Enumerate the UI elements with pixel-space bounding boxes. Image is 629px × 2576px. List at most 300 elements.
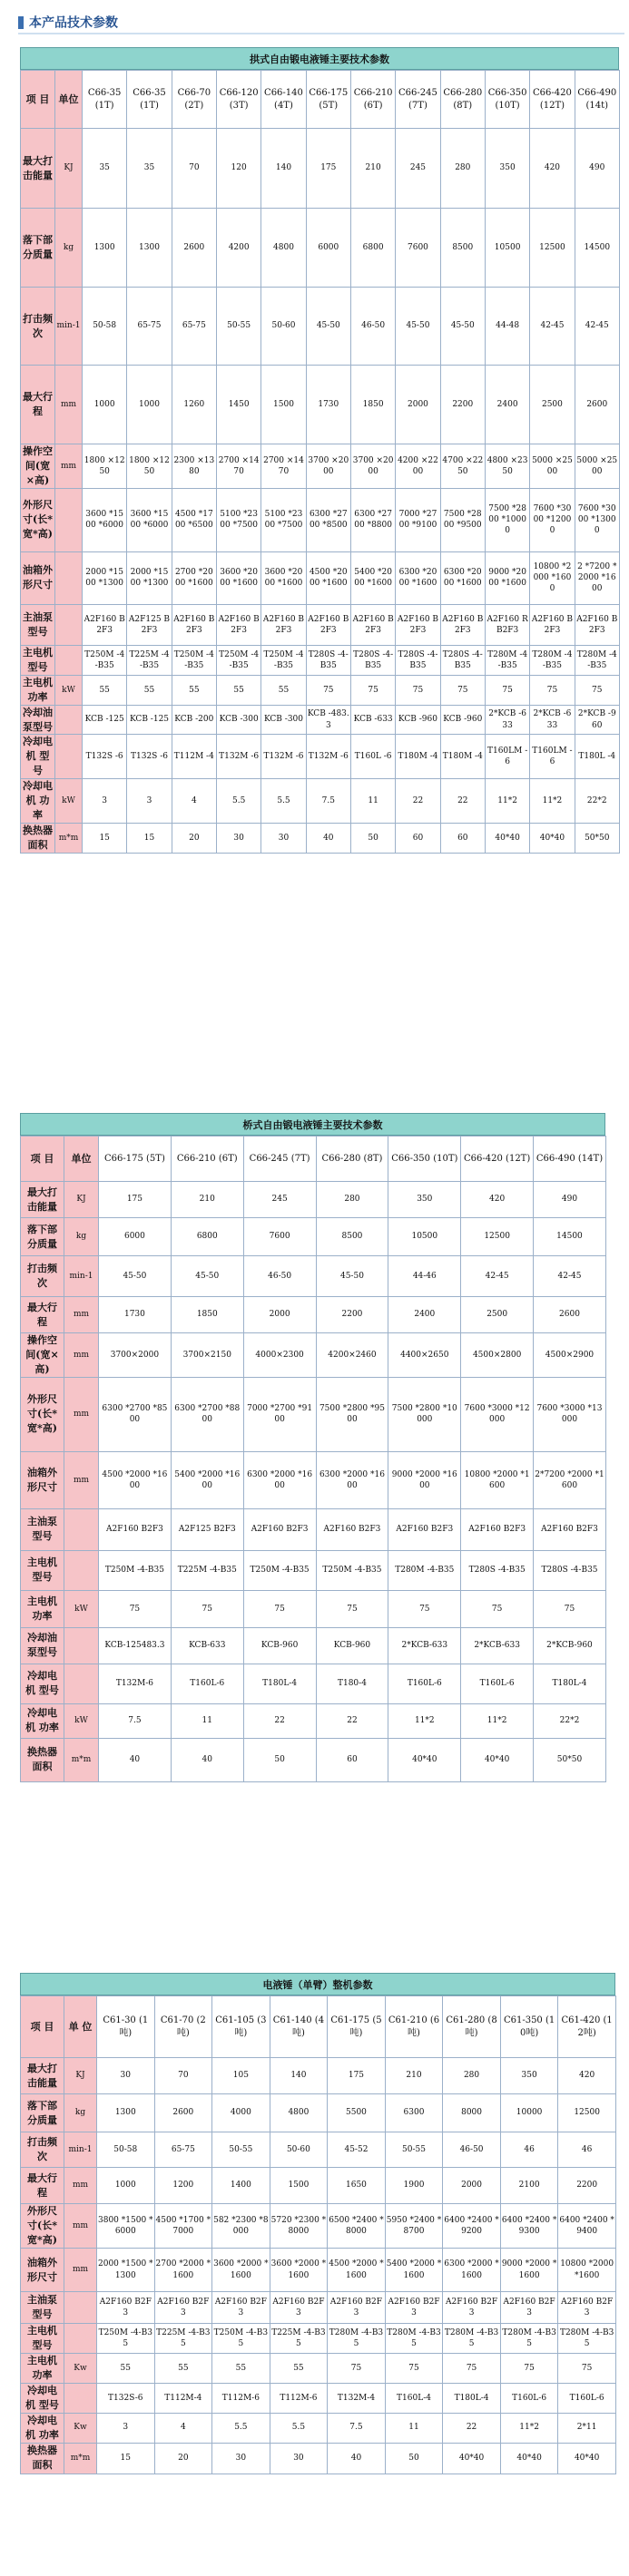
value-cell: A2F125 B2F3 [127, 604, 172, 645]
value-cell: 65-75 [172, 288, 216, 366]
value-cell: T112M-4 [154, 2383, 212, 2413]
table-row [21, 288, 620, 366]
row-label: 最大行程 [21, 366, 55, 444]
table-row [21, 551, 620, 604]
value-cell: 75 [500, 2353, 558, 2383]
model-column-header: C66-245 (7T) [243, 1137, 316, 1182]
value-cell: 490 [575, 129, 619, 209]
value-cell: 6300 *2000 *1600 [316, 1451, 388, 1508]
spec-table [20, 1136, 606, 1782]
table-row [21, 1508, 606, 1550]
row-unit: m*m [64, 1738, 99, 1781]
value-cell: 65-75 [127, 288, 172, 366]
value-cell: 75 [328, 2353, 386, 2383]
row-label: 油箱外形尺寸 [21, 1451, 64, 1508]
value-cell: A2F160 B2F3 [216, 604, 260, 645]
row-unit: mm [64, 2249, 97, 2292]
value-cell: KCB -483.3 [306, 705, 350, 735]
value-cell: 2*KCB -960 [575, 705, 619, 735]
value-cell: 22 [440, 779, 485, 824]
row-unit [55, 488, 83, 551]
table-row [21, 824, 620, 854]
row-label: 主电机 功率 [21, 1590, 64, 1627]
value-cell: 2000 [396, 366, 440, 444]
value-cell: 2*7200 *2000 *1600 [534, 1451, 606, 1508]
value-cell: 15 [127, 824, 172, 854]
value-cell: 7.5 [328, 2413, 386, 2443]
row-label: 冷却电机 功率 [21, 779, 55, 824]
value-cell: 1260 [172, 366, 216, 444]
value-cell: 6300 *2000 *1600 [396, 551, 440, 604]
row-label: 油箱外形尺寸 [21, 2249, 64, 2292]
value-cell: 45-50 [306, 288, 350, 366]
value-cell: KCB-960 [316, 1627, 388, 1664]
value-cell: 8500 [316, 1218, 388, 1256]
row-label: 最大行程 [21, 2168, 64, 2204]
spec-table [20, 1995, 616, 2474]
header-item-label: 项 目 [21, 71, 55, 129]
value-cell: A2F160 B2F3 [534, 1508, 606, 1550]
value-cell: 6300 *2700 *8800 [171, 1377, 243, 1451]
value-cell: 55 [212, 2353, 270, 2383]
value-cell: 5100 *2300 *7500 [216, 488, 260, 551]
value-cell: 11 [385, 2413, 443, 2443]
table-row [21, 1703, 606, 1738]
value-cell: T280S -4-B35 [396, 645, 440, 675]
table-row [21, 1451, 606, 1508]
value-cell: T280M -4-B35 [530, 645, 575, 675]
value-cell: 7600 *3000 *12000 [461, 1377, 534, 1451]
row-unit: kg [64, 2094, 97, 2132]
model-column-header: C61-350 (10吨) [500, 1996, 558, 2058]
value-cell: 1500 [270, 2168, 328, 2204]
value-cell: A2F160 B2F3 [500, 2292, 558, 2324]
value-cell: 2000 [443, 2168, 501, 2204]
value-cell: A2F160 B2F3 [212, 2292, 270, 2324]
value-cell: T250M -4-B35 [97, 2324, 155, 2354]
value-cell: 2*11 [558, 2413, 616, 2443]
value-cell: 2000 *1500 *1300 [127, 551, 172, 604]
value-cell: T180M -4 [396, 735, 440, 779]
value-cell: 1000 [83, 366, 127, 444]
row-unit: mm [64, 1451, 99, 1508]
value-cell: 6800 [350, 209, 395, 288]
value-cell: 490 [534, 1182, 606, 1218]
model-column-header: C66-280 (8T) [440, 71, 485, 129]
value-cell: 75 [316, 1590, 388, 1627]
value-cell: T132S-6 [97, 2383, 155, 2413]
model-column-header: C61-175 (5吨) [328, 1996, 386, 2058]
value-cell: A2F160 B2F3 [328, 2292, 386, 2324]
table-header-row [21, 1996, 616, 2058]
value-cell: 50 [350, 824, 395, 854]
row-unit: m*m [55, 824, 83, 854]
row-label: 外形尺寸(长*宽*高) [21, 2204, 64, 2249]
row-unit: kg [55, 209, 83, 288]
value-cell: 420 [461, 1182, 534, 1218]
value-cell: 22*2 [575, 779, 619, 824]
value-cell: 2000 *1500 *1300 [83, 551, 127, 604]
value-cell: 75 [461, 1590, 534, 1627]
value-cell: A2F160 B2F3 [530, 604, 575, 645]
table-row [21, 675, 620, 705]
row-label: 落下部分质量 [21, 2094, 64, 2132]
value-cell: 420 [558, 2058, 616, 2094]
value-cell: KCB -300 [216, 705, 260, 735]
row-unit: KJ [64, 2058, 97, 2094]
table-row [21, 488, 620, 551]
value-cell: A2F160 B2F3 [261, 604, 306, 645]
value-cell: 5100 *2300 *7500 [261, 488, 306, 551]
row-label: 打击频次 [21, 1256, 64, 1297]
value-cell: 582 *2300 *8000 [212, 2204, 270, 2249]
value-cell: A2F160 B2F3 [575, 604, 619, 645]
value-cell: 1200 [154, 2168, 212, 2204]
row-label: 主电机 型号 [21, 2324, 64, 2354]
value-cell: 3700 ×2000 [306, 444, 350, 489]
value-cell: T160LM -6 [530, 735, 575, 779]
value-cell: 44-48 [485, 288, 529, 366]
header-item-label: 项 目 [21, 1996, 64, 2058]
value-cell: 2*KCB -633 [485, 705, 529, 735]
value-cell: T250M -4-B35 [216, 645, 260, 675]
row-unit: mm [64, 1377, 99, 1451]
value-cell: 45-50 [396, 288, 440, 366]
row-label: 主电机 功率 [21, 675, 55, 705]
value-cell: 42-45 [534, 1256, 606, 1297]
value-cell: KCB -960 [440, 705, 485, 735]
value-cell: 5000 ×2500 [575, 444, 619, 489]
model-column-header: C66-70 (2T) [172, 71, 216, 129]
value-cell: 10000 [500, 2094, 558, 2132]
value-cell: 210 [385, 2058, 443, 2094]
value-cell: 75 [388, 1590, 461, 1627]
value-cell: 5500 [328, 2094, 386, 2132]
value-cell: 46 [500, 2132, 558, 2168]
value-cell: 2*KCB-633 [388, 1627, 461, 1664]
header-unit-label: 单 位 [64, 1996, 97, 2058]
value-cell: T250M -4-B35 [316, 1550, 388, 1590]
row-label: 最大打击能量 [21, 2058, 64, 2094]
value-cell: T225M -4-B35 [127, 645, 172, 675]
value-cell: 55 [83, 675, 127, 705]
value-cell: 3600 *2000 *1600 [212, 2249, 270, 2292]
row-unit: kW [55, 779, 83, 824]
value-cell: 4200×2460 [316, 1333, 388, 1378]
value-cell: T225M -4-B35 [154, 2324, 212, 2354]
value-cell: 105 [212, 2058, 270, 2094]
value-cell: A2F160 B2F3 [97, 2292, 155, 2324]
value-cell: 2400 [388, 1297, 461, 1333]
value-cell: 14500 [534, 1218, 606, 1256]
value-cell: 6800 [171, 1218, 243, 1256]
row-label: 冷却电机 型号 [21, 735, 55, 779]
value-cell: 1450 [216, 366, 260, 444]
row-unit: KJ [64, 1182, 99, 1218]
model-column-header: C66-350 (10T) [388, 1137, 461, 1182]
value-cell: 42-45 [461, 1256, 534, 1297]
value-cell: 1650 [328, 2168, 386, 2204]
value-cell: T160LM -6 [485, 735, 529, 779]
row-unit [55, 604, 83, 645]
value-cell: 1000 [97, 2168, 155, 2204]
table-header-row [21, 71, 620, 129]
value-cell: 10500 [388, 1218, 461, 1256]
row-label: 最大行程 [21, 1297, 64, 1333]
model-column-header: C61-105 (3吨) [212, 1996, 270, 2058]
value-cell: 50 [243, 1738, 316, 1781]
value-cell: 6400 *2400 *9400 [558, 2204, 616, 2249]
value-cell: 2600 [534, 1297, 606, 1333]
value-cell: T280S -4-B35 [440, 645, 485, 675]
row-label: 冷却电机 型号 [21, 1664, 64, 1703]
value-cell: T280S -4-B35 [306, 645, 350, 675]
value-cell: 3600 *2000 *1600 [261, 551, 306, 604]
value-cell: 280 [316, 1182, 388, 1218]
value-cell: 9000 *2000 *1600 [388, 1451, 461, 1508]
table-row [21, 1256, 606, 1297]
table-row [21, 645, 620, 675]
value-cell: KCB -960 [396, 705, 440, 735]
value-cell: 75 [99, 1590, 172, 1627]
value-cell: 3 [97, 2413, 155, 2443]
value-cell: 6300 *2700 *8500 [99, 1377, 172, 1451]
value-cell: 20 [172, 824, 216, 854]
value-cell: 40 [328, 2443, 386, 2474]
value-cell: 12500 [558, 2094, 616, 2132]
value-cell: KCB -125 [127, 705, 172, 735]
value-cell: 45-50 [99, 1256, 172, 1297]
model-column-header: C61-30 (1吨) [97, 1996, 155, 2058]
model-column-header: C66-350 (10T) [485, 71, 529, 129]
value-cell: T160L-6 [461, 1664, 534, 1703]
row-label: 冷却油泵型号 [21, 1627, 64, 1664]
row-unit: KJ [55, 129, 83, 209]
page-header [18, 13, 626, 31]
value-cell: 2700 ×1470 [261, 444, 306, 489]
value-cell: 6300 [385, 2094, 443, 2132]
value-cell: 2*KCB -633 [530, 705, 575, 735]
value-cell: 280 [443, 2058, 501, 2094]
value-cell: 350 [485, 129, 529, 209]
header-divider [18, 33, 624, 34]
value-cell: 14500 [575, 209, 619, 288]
row-label: 换热器面积 [21, 1738, 64, 1781]
row-label: 主油泵型号 [21, 604, 55, 645]
model-column-header: C66-210 (6T) [350, 71, 395, 129]
header-unit-label: 单位 [64, 1137, 99, 1182]
value-cell: 50*50 [575, 824, 619, 854]
value-cell: 1730 [99, 1297, 172, 1333]
value-cell: KCB -200 [172, 705, 216, 735]
value-cell: 4000 [212, 2094, 270, 2132]
value-cell: 55 [127, 675, 172, 705]
value-cell: 35 [83, 129, 127, 209]
value-cell: 45-50 [440, 288, 485, 366]
row-label: 落下部分质量 [21, 1218, 64, 1256]
value-cell: A2F160 B2F3 [440, 604, 485, 645]
table-row [21, 1590, 606, 1627]
value-cell: 3700×2000 [99, 1333, 172, 1378]
value-cell: T160L-6 [388, 1664, 461, 1703]
value-cell: 2500 [530, 366, 575, 444]
value-cell: 46-50 [350, 288, 395, 366]
row-unit: min-1 [64, 1256, 99, 1297]
row-unit: min-1 [64, 2132, 97, 2168]
value-cell: 2200 [316, 1297, 388, 1333]
value-cell: 75 [485, 675, 529, 705]
value-cell: T280S -4-B35 [350, 645, 395, 675]
row-label: 冷却电机 功率 [21, 2413, 64, 2443]
value-cell: 15 [97, 2443, 155, 2474]
value-cell: 75 [243, 1590, 316, 1627]
row-unit: mm [64, 2204, 97, 2249]
section-title: 桥式自由锻电液锤主要技术参数 [20, 1113, 605, 1136]
value-cell: 75 [396, 675, 440, 705]
value-cell: 7600 *3000 *13000 [575, 488, 619, 551]
value-cell: A2F160 B2F3 [558, 2292, 616, 2324]
value-cell: 42-45 [530, 288, 575, 366]
value-cell: T180L-4 [243, 1664, 316, 1703]
table-row [21, 2383, 616, 2413]
value-cell: 3 [127, 779, 172, 824]
header-accent-bar [18, 16, 24, 29]
value-cell: 50-55 [385, 2132, 443, 2168]
row-unit [64, 1508, 99, 1550]
value-cell: 4400×2650 [388, 1333, 461, 1378]
value-cell: 1000 [127, 366, 172, 444]
value-cell: 6400 *2400 *9200 [443, 2204, 501, 2249]
value-cell: KCB -125 [83, 705, 127, 735]
value-cell: T180L-4 [443, 2383, 501, 2413]
value-cell: 75 [534, 1590, 606, 1627]
value-cell: 3 [83, 779, 127, 824]
value-cell: 6300 *2700 *8800 [350, 488, 395, 551]
value-cell: T160L-4 [385, 2383, 443, 2413]
value-cell: 60 [396, 824, 440, 854]
section-title: 电液锤（单臂）整机参数 [20, 1973, 615, 1995]
value-cell: T132M-4 [328, 2383, 386, 2413]
value-cell: 50-58 [97, 2132, 155, 2168]
row-label: 最大打击能量 [21, 129, 55, 209]
value-cell: 7000 *2700 *9100 [396, 488, 440, 551]
value-cell: 7.5 [306, 779, 350, 824]
value-cell: 1730 [306, 366, 350, 444]
model-column-header: C61-140 (4吨) [270, 1996, 328, 2058]
value-cell: 175 [328, 2058, 386, 2094]
model-column-header: C66-120 (3T) [216, 71, 260, 129]
value-cell: 75 [306, 675, 350, 705]
table-row [21, 2324, 616, 2354]
value-cell: 22 [396, 779, 440, 824]
value-cell: 2600 [172, 209, 216, 288]
value-cell: 35 [127, 129, 172, 209]
model-column-header: C66-490 (14t) [575, 71, 619, 129]
value-cell: T280M -4-B35 [385, 2324, 443, 2354]
value-cell: 4500×2800 [461, 1333, 534, 1378]
table-header-row [21, 1137, 606, 1182]
value-cell: 75 [385, 2353, 443, 2383]
value-cell: T112M-6 [270, 2383, 328, 2413]
value-cell: T180M -4 [440, 735, 485, 779]
value-cell: T280M -4-B35 [558, 2324, 616, 2354]
row-label: 最大打击能量 [21, 1182, 64, 1218]
value-cell: 245 [243, 1182, 316, 1218]
value-cell: 60 [440, 824, 485, 854]
value-cell: 40*40 [388, 1738, 461, 1781]
value-cell: 5400 *2000 *1600 [350, 551, 395, 604]
value-cell: 70 [154, 2058, 212, 2094]
value-cell: 2*KCB-960 [534, 1627, 606, 1664]
value-cell: 4500 *2000 *1600 [99, 1451, 172, 1508]
table-row [21, 2168, 616, 2204]
value-cell: KCB-633 [171, 1627, 243, 1664]
row-label: 打击频次 [21, 288, 55, 366]
value-cell: 4500 *1700 *7000 [154, 2204, 212, 2249]
value-cell: T180L-4 [534, 1664, 606, 1703]
value-cell: 1400 [212, 2168, 270, 2204]
value-cell: 40 [306, 824, 350, 854]
value-cell: 175 [99, 1182, 172, 1218]
value-cell: 2700 *2000 *1600 [172, 551, 216, 604]
value-cell: 2600 [154, 2094, 212, 2132]
value-cell: 55 [97, 2353, 155, 2383]
value-cell: 22*2 [534, 1703, 606, 1738]
row-unit [55, 551, 83, 604]
row-unit [55, 705, 83, 735]
value-cell: T250M -4-B35 [99, 1550, 172, 1590]
value-cell: A2F160 B2F3 [385, 2292, 443, 2324]
table-row [21, 1218, 606, 1256]
value-cell: 75 [350, 675, 395, 705]
row-label: 打击频次 [21, 2132, 64, 2168]
table-row [21, 2058, 616, 2094]
table-row [21, 705, 620, 735]
value-cell: T250M -4-B35 [212, 2324, 270, 2354]
value-cell: 2 *7200 *2000 *1600 [575, 551, 619, 604]
value-cell: 5.5 [261, 779, 306, 824]
model-column-header: C66-245 (7T) [396, 71, 440, 129]
model-column-header: C66-420 (12T) [461, 1137, 534, 1182]
value-cell: 2300 ×1380 [172, 444, 216, 489]
row-unit: mm [64, 1297, 99, 1333]
row-unit: Kw [64, 2413, 97, 2443]
section-title: 拱式自由锻电液锤主要技术参数 [20, 47, 619, 70]
row-unit: kW [64, 1590, 99, 1627]
row-unit: Kw [64, 2353, 97, 2383]
table-row [21, 1664, 606, 1703]
value-cell: 50-60 [261, 288, 306, 366]
value-cell: 45-52 [328, 2132, 386, 2168]
table-row [21, 735, 620, 779]
header-item-label: 项 目 [21, 1137, 64, 1182]
value-cell: T160L-6 [500, 2383, 558, 2413]
value-cell: KCB -300 [261, 705, 306, 735]
value-cell: 245 [396, 129, 440, 209]
value-cell: 4200 [216, 209, 260, 288]
row-label: 换热器面积 [21, 824, 55, 854]
value-cell: 2000 *1500 *1300 [97, 2249, 155, 2292]
value-cell: 40*40 [558, 2443, 616, 2474]
value-cell: 50-55 [216, 288, 260, 366]
model-column-header: C61-420 (12吨) [558, 1996, 616, 2058]
value-cell: 45-50 [171, 1256, 243, 1297]
value-cell: 42-45 [575, 288, 619, 366]
model-column-header: C66-490 (14T) [534, 1137, 606, 1182]
value-cell: 50-60 [270, 2132, 328, 2168]
value-cell: 20 [154, 2443, 212, 2474]
value-cell: 40 [99, 1738, 172, 1781]
